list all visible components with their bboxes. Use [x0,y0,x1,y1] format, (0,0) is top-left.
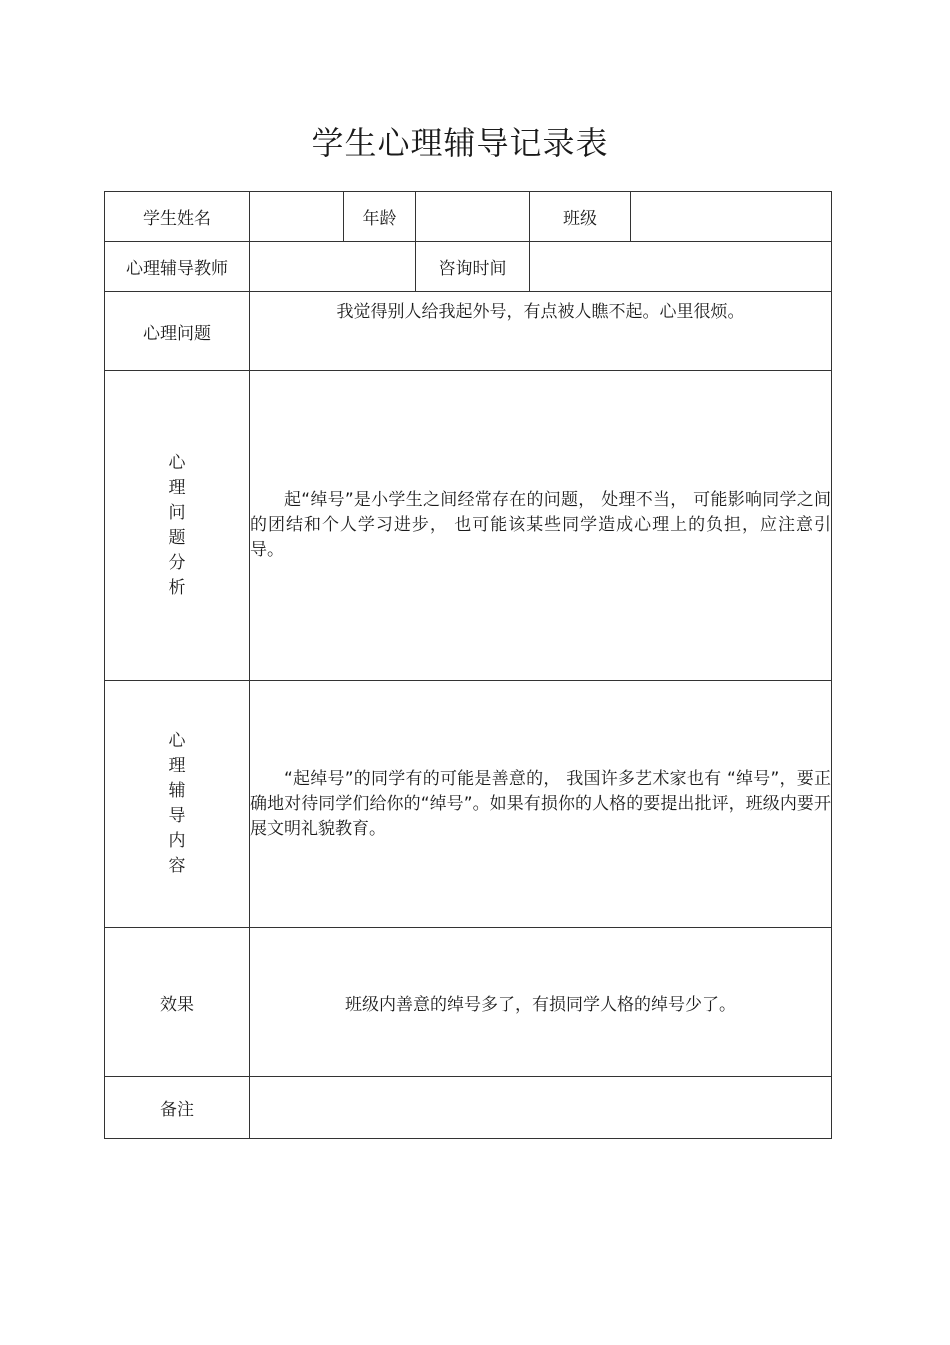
effect-label: 效果 [105,928,250,1077]
analysis-label-char: 析 [168,577,186,598]
analysis-label-char: 心 [168,452,186,473]
analysis-label [105,371,250,681]
analysis-text [250,371,832,681]
content-text [250,681,832,928]
row-effect [105,928,832,1077]
remarks-value [250,1077,832,1139]
content-label-char: 辅 [168,781,186,801]
content-label [105,681,250,928]
student-name-label: 学生姓名 [105,192,250,242]
content-label-char: 内 [168,831,186,851]
class-label: 班级 [530,192,631,242]
analysis-paragraph: 起“绰号”是小学生之间经常存在的问题， 处理不当， 可能影响同学之间的团结和个人学习进步， 也可能该某些同学造成心理上的负担，应注意引导。 [250,490,831,560]
page-title: 学生心理辅导记录表 [311,124,609,162]
analysis-label-char: 题 [168,527,186,548]
problem-text: 我觉得别人给我起外号，有点被人瞧不起。心里很烦。 [250,292,832,371]
analysis-label-char: 分 [168,552,186,573]
problem-label: 心理问题 [105,292,250,371]
counselor-value [250,242,416,292]
content-label-char: 导 [168,806,186,826]
record-table [104,191,832,1139]
content-paragraph: “起绰号”的同学有的可能是善意的， 我国许多艺术家也有 “绰号”，要正确地对待同学们给你的“绰号”。如果有损你的人格的要提出批评，班级内要开展文明礼貌教育。 [250,768,831,839]
counselor-label: 心理辅导教师 [105,242,250,292]
content-label-char: 理 [168,756,186,776]
row-content [105,681,832,928]
age-value [416,192,530,242]
effect-text: 班级内善意的绰号多了，有损同学人格的绰号少了。 [250,928,832,1077]
content-label-char: 容 [168,856,186,876]
content-label-char: 心 [168,731,186,751]
age-label: 年龄 [344,192,416,242]
remarks-label: 备注 [105,1077,250,1139]
row-problem [105,292,832,371]
row-remarks [105,1077,832,1139]
row-analysis [105,371,832,681]
analysis-label-char: 问 [168,502,186,523]
consult-time-value [530,242,832,292]
class-value [631,192,832,242]
analysis-label-char: 理 [168,477,186,498]
row-counselor [105,242,832,292]
row-basic-info [105,192,832,242]
student-name-value [250,192,344,242]
consult-time-label: 咨询时间 [416,242,530,292]
